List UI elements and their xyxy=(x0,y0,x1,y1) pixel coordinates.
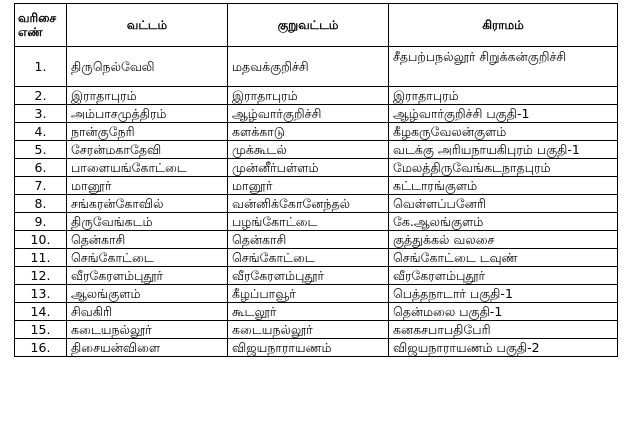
table-row xyxy=(15,231,618,249)
village-cell: பெத்தநாடார் பகுதி-1 xyxy=(389,285,618,303)
table-row xyxy=(15,303,618,321)
village-cell: விஜயநாராயணம் பகுதி-2 xyxy=(389,339,618,357)
serial-number-cell: 10. xyxy=(15,231,67,249)
table-row xyxy=(15,159,618,177)
firka-cell: கூடலூர் xyxy=(228,303,389,321)
taluk-cell: செங்கோட்டை xyxy=(67,249,228,267)
serial-number-cell: 12. xyxy=(15,267,67,285)
serial-number-cell: 6. xyxy=(15,159,67,177)
village-cell: ஆழ்வார்குறிச்சி பகுதி-1 xyxy=(389,105,618,123)
table-row xyxy=(15,339,618,357)
table-row xyxy=(15,177,618,195)
header-serial-number: வரிசை எண் xyxy=(15,4,67,47)
taluk-cell: சங்கரன்கோவில் xyxy=(67,195,228,213)
table-row xyxy=(15,249,618,267)
village-cell: வடக்கு அரியநாயகிபுரம் பகுதி-1 xyxy=(389,141,618,159)
taluk-cell: சேரன்மகாதேவி xyxy=(67,141,228,159)
firka-cell: களக்காடு xyxy=(228,123,389,141)
serial-number-cell: 9. xyxy=(15,213,67,231)
taluk-cell: மானூர் xyxy=(67,177,228,195)
taluk-cell: திருவேங்கடம் xyxy=(67,213,228,231)
village-cell: கனகசபாபதிபேரி xyxy=(389,321,618,339)
village-cell: கே.ஆலங்குளம் xyxy=(389,213,618,231)
village-cell: இராதாபுரம் xyxy=(389,87,618,105)
serial-number-cell: 4. xyxy=(15,123,67,141)
firka-cell: முன்னீர்பள்ளம் xyxy=(228,159,389,177)
table-row xyxy=(15,123,618,141)
firka-cell: ஆழ்வார்குறிச்சி xyxy=(228,105,389,123)
table-row xyxy=(15,87,618,105)
taluk-cell: சிவகிரி xyxy=(67,303,228,321)
village-cell: மேலத்திருவேங்கடநாதபுரம் xyxy=(389,159,618,177)
taluk-cell: பாளையங்கோட்டை xyxy=(67,159,228,177)
serial-number-cell: 2. xyxy=(15,87,67,105)
serial-number-cell: 14. xyxy=(15,303,67,321)
table-row xyxy=(15,105,618,123)
table-header-row xyxy=(15,4,618,47)
table-row xyxy=(15,267,618,285)
firka-cell: முக்கூடல் xyxy=(228,141,389,159)
serial-number-cell: 11. xyxy=(15,249,67,267)
firka-cell: மதவக்குறிச்சி xyxy=(228,47,389,87)
taluk-cell: தென்காசி xyxy=(67,231,228,249)
village-cell: சீதபற்பநல்லூர் சிறுக்கன்குறிச்சி xyxy=(389,47,618,87)
firka-cell: செங்கோட்டை xyxy=(228,249,389,267)
village-cell: வீரகேரளம்புதூர் xyxy=(389,267,618,285)
header-firka: குறுவட்டம் xyxy=(228,4,389,47)
taluk-cell: திருநெல்வேலி xyxy=(67,47,228,87)
header-village: கிராமம் xyxy=(389,4,618,47)
table-row xyxy=(15,321,618,339)
table-row xyxy=(15,285,618,303)
village-cell: வெள்ளப்பனேரி xyxy=(389,195,618,213)
serial-number-cell: 7. xyxy=(15,177,67,195)
village-cell: தென்மலை பகுதி-1 xyxy=(389,303,618,321)
firka-cell: தென்காசி xyxy=(228,231,389,249)
taluk-cell: திசையன்விளை xyxy=(67,339,228,357)
serial-number-cell: 1. xyxy=(15,47,67,87)
village-cell: குத்துக்கல் வலசை xyxy=(389,231,618,249)
serial-number-cell: 8. xyxy=(15,195,67,213)
firka-cell: இராதாபுரம் xyxy=(228,87,389,105)
serial-number-cell: 5. xyxy=(15,141,67,159)
firka-cell: வன்னிக்கோனேந்தல் xyxy=(228,195,389,213)
taluk-cell: இராதாபுரம் xyxy=(67,87,228,105)
village-table xyxy=(14,3,618,357)
taluk-cell: கடையநல்லூர் xyxy=(67,321,228,339)
firka-cell: விஜயநாராயணம் xyxy=(228,339,389,357)
table-row xyxy=(15,195,618,213)
village-cell: செங்கோட்டை டவுண் xyxy=(389,249,618,267)
header-taluk: வட்டம் xyxy=(67,4,228,47)
firka-cell: பழங்கோட்டை xyxy=(228,213,389,231)
firka-cell: கடையநல்லூர் xyxy=(228,321,389,339)
firka-cell: மானூர் xyxy=(228,177,389,195)
firka-cell: கீழப்பாவூர் xyxy=(228,285,389,303)
table-row xyxy=(15,141,618,159)
taluk-cell: அம்பாசமுத்திரம் xyxy=(67,105,228,123)
serial-number-cell: 13. xyxy=(15,285,67,303)
taluk-cell: ஆலங்குளம் xyxy=(67,285,228,303)
taluk-cell: நான்குநேரி xyxy=(67,123,228,141)
serial-number-cell: 16. xyxy=(15,339,67,357)
firka-cell: வீரகேரளம்புதூர் xyxy=(228,267,389,285)
village-cell: கீழகருவேலன்குளம் xyxy=(389,123,618,141)
village-cell: கட்டாரங்குளம் xyxy=(389,177,618,195)
serial-number-cell: 15. xyxy=(15,321,67,339)
serial-number-cell: 3. xyxy=(15,105,67,123)
table-row xyxy=(15,47,618,87)
table-row xyxy=(15,213,618,231)
taluk-cell: வீரகேரளம்புதூர் xyxy=(67,267,228,285)
